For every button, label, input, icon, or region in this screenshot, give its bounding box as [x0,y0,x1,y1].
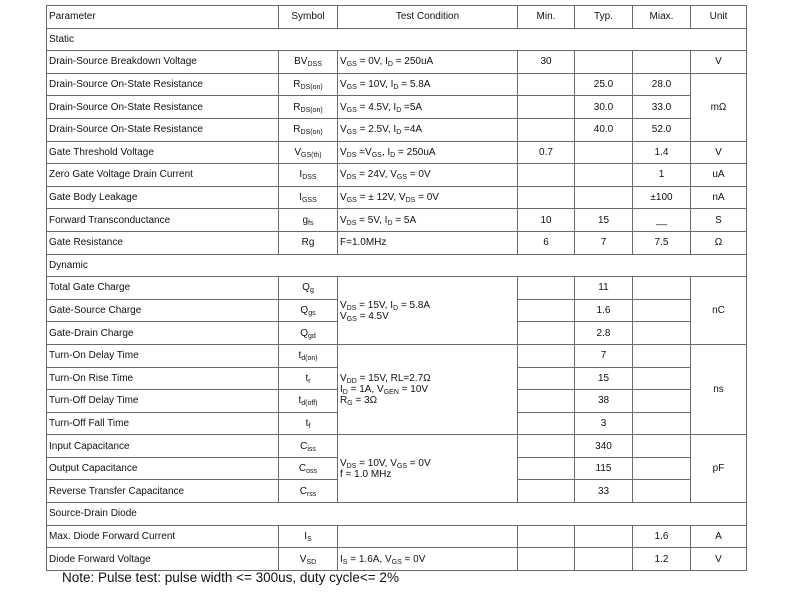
symbol-cell [279,367,338,390]
symbol-base: t [305,372,309,384]
symbol-subscript: f [308,422,311,430]
parameter-cell: Drain-Source On-State Resistance [47,118,279,141]
parameter-cell: Reverse Transfer Capacitance [47,480,279,503]
symbol-base: I [299,192,302,204]
symbol-base: R [293,79,301,91]
unit-cell: Ω [691,231,747,254]
parameter-cell: Output Capacitance [47,457,279,480]
test-condition-cell [338,435,518,503]
test-condition-cell [338,118,518,141]
condition-text: , I [381,146,391,158]
symbol-cell [279,412,338,435]
min-cell: 30 [518,51,575,74]
unit-cell: ns [691,344,747,434]
condition-subscript: GS [346,61,357,69]
header-min: Min. [518,6,575,29]
symbol-cell [279,51,338,74]
table-row [47,525,747,548]
condition-subscript: G [347,400,353,408]
symbol-cell [279,231,338,254]
test-condition-cell [338,231,518,254]
parameter-cell: Max. Diode Forward Current [47,525,279,548]
symbol-cell [279,525,338,548]
typ-cell: 7 [575,231,633,254]
condition-text: = 4.5V, I [356,101,397,113]
parameter-cell: Gate Body Leakage [47,186,279,209]
condition-subscript: GEN [383,389,399,397]
condition-text: V [340,169,347,181]
electrical-characteristics-table [46,5,747,571]
condition-text: V [340,373,347,385]
min-cell [518,435,575,458]
typ-cell [575,548,633,571]
typ-cell: 2.8 [575,322,633,345]
parameter-cell: Drain-Source Breakdown Voltage [47,51,279,74]
condition-subscript: DS [346,219,357,227]
test-condition-cell [338,209,518,232]
condition-text: = 250uA [392,56,434,68]
unit-cell: A [691,525,747,548]
parameter-cell: Diode Forward Voltage [47,548,279,571]
unit-cell: nA [691,186,747,209]
condition-text: V [340,192,347,204]
condition-text: V [340,124,347,136]
symbol-base: Rg [301,237,315,249]
symbol-subscript: iss [307,445,316,453]
header-symbol: Symbol [279,6,338,29]
section-title-source_drain: Source-Drain Diode [47,503,747,526]
parameter-cell: Zero Gate Voltage Drain Current [47,164,279,187]
condition-subscript: D [387,219,393,227]
symbol-base: t [298,395,302,407]
table-row [47,73,747,96]
test-condition-cell [338,164,518,187]
symbol-subscript: g [309,287,314,295]
symbol-subscript: d(on) [301,355,318,363]
condition-text: = 10V, V [356,457,397,469]
min-cell [518,525,575,548]
condition-text: V [340,310,347,322]
parameter-cell: Gate Threshold Voltage [47,141,279,164]
parameter-cell: Forward Transconductance [47,209,279,232]
condition-text: = 1.6A, V [347,553,392,565]
symbol-base: Q [300,327,308,339]
min-cell [518,322,575,345]
symbol-cell [279,480,338,503]
condition-subscript: D [393,84,399,92]
condition-subscript: GS [346,106,357,114]
symbol-cell [279,299,338,322]
symbol-cell [279,73,338,96]
condition-subscript: D [393,304,399,312]
symbol-base: BV [294,56,308,68]
condition-text: = 0V [407,457,431,469]
parameter-cell: Turn-Off Delay Time [47,390,279,413]
condition-text: = 2.5V, I [356,124,397,136]
max-cell: ±100 [633,186,691,209]
condition-subscript: GS [346,315,357,323]
min-cell: 0.7 [518,141,575,164]
symbol-subscript: fs [308,219,314,227]
table-row [47,96,747,119]
max-cell: 52.0 [633,118,691,141]
unit-cell: V [691,141,747,164]
symbol-cell [279,164,338,187]
test-condition-cell [338,51,518,74]
condition-text: V [340,457,347,469]
condition-text: = 3Ω [352,395,378,407]
condition-text: = ± 12V, V [356,192,406,204]
symbol-subscript: DSS [307,61,322,69]
condition-text: = 15V, RL=2.7Ω [356,373,431,385]
min-cell [518,299,575,322]
condition-subscript: S [342,558,348,566]
max-cell [633,435,691,458]
unit-cell: nC [691,277,747,345]
min-cell [518,96,575,119]
symbol-cell [279,277,338,300]
parameter-cell: Turn-On Delay Time [47,344,279,367]
pulse-test-note: Note: Pulse test: pulse width <= 300us, duty cycle<= 2% [62,570,399,585]
test-condition-cell [338,73,518,96]
symbol-cell [279,209,338,232]
condition-text: I [340,384,343,396]
unit-cell: uA [691,164,747,187]
test-condition-cell [338,525,518,548]
max-cell: __ [633,209,691,232]
symbol-cell [279,344,338,367]
condition-subscript: GS [346,197,357,205]
min-cell [518,367,575,390]
symbol-base: Q [300,305,309,317]
symbol-base: C [300,440,308,452]
typ-cell: 15 [575,209,633,232]
condition-text: = 15V, I [356,299,394,311]
symbol-subscript: DSS [302,174,317,182]
condition-text: F=1.0MHz [340,237,387,249]
test-condition-cell [338,186,518,209]
condition-subscript: GS [371,151,382,159]
condition-line [340,384,515,395]
typ-cell [575,186,633,209]
typ-cell: 3 [575,412,633,435]
condition-subscript: GS [396,462,408,470]
test-condition-cell [338,96,518,119]
condition-text: = 24V, V [356,169,397,181]
section-title-static: Static [47,28,747,51]
parameter-cell: Input Capacitance [47,435,279,458]
max-cell [633,390,691,413]
min-cell: 10 [518,209,575,232]
section-title-dynamic: Dynamic [47,254,747,277]
symbol-subscript: SD [306,558,317,566]
symbol-base: Q [302,282,310,294]
symbol-subscript: oss [306,468,318,476]
condition-subscript: GS [396,174,408,182]
symbol-base: C [298,463,307,475]
symbol-cell [279,322,338,345]
min-cell [518,390,575,413]
condition-subscript: GS [346,84,357,92]
typ-cell: 115 [575,457,633,480]
condition-text: = 0V [415,192,439,204]
unit-cell: mΩ [691,73,747,141]
symbol-cell [279,141,338,164]
symbol-base: R [293,101,301,113]
symbol-base: I [299,169,303,181]
condition-subscript: D [396,106,402,114]
symbol-subscript: rss [306,490,317,498]
typ-cell: 1.6 [575,299,633,322]
symbol-subscript: gd [307,332,316,340]
condition-line [340,458,515,469]
min-cell [518,457,575,480]
max-cell: 1 [633,164,691,187]
parameter-cell: Total Gate Charge [47,277,279,300]
condition-text: = 10V, I [356,79,394,91]
condition-subscript: D [387,61,393,69]
test-condition-cell [338,344,518,434]
condition-subscript: DS [346,174,357,182]
typ-cell: 40.0 [575,118,633,141]
symbol-cell [279,548,338,571]
header-max: Miax. [633,6,691,29]
table-row [47,141,747,164]
unit-cell: pF [691,435,747,503]
condition-subscript: DD [346,378,357,386]
condition-subscript: DS [405,197,416,205]
condition-text: R [340,395,348,407]
condition-subscript: GS [346,129,357,137]
min-cell [518,277,575,300]
symbol-base: g [302,214,309,226]
symbol-base: C [299,485,307,497]
typ-cell: 33 [575,480,633,503]
symbol-subscript: r [308,377,311,385]
condition-text: = 4.5V [356,310,389,322]
header-parameter: Parameter [47,6,279,29]
condition-text: = 10V [398,384,429,396]
condition-subscript: D [396,129,402,137]
symbol-base: V [299,553,307,565]
symbol-subscript: DS(on) [300,84,323,92]
condition-line [340,395,515,406]
parameter-cell: Drain-Source On-State Resistance [47,73,279,96]
condition-subscript: D [390,151,396,159]
condition-subscript: DS [346,151,357,159]
typ-cell: 25.0 [575,73,633,96]
symbol-base: R [293,124,301,136]
parameter-cell: Turn-On Rise Time [47,367,279,390]
max-cell: 7.5 [633,231,691,254]
condition-subscript: DS [346,462,357,470]
max-cell [633,299,691,322]
section-row [47,254,747,277]
symbol-cell [279,435,338,458]
condition-text: = 5.8A [398,299,431,311]
condition-line [340,300,515,311]
condition-text: =4A [401,124,423,136]
symbol-cell [279,457,338,480]
condition-text: = 5.8A [398,79,431,91]
table-row [47,186,747,209]
condition-text: = 250uA [395,146,436,158]
typ-cell [575,51,633,74]
symbol-cell [279,390,338,413]
test-condition-cell [338,548,518,571]
max-cell [633,367,691,390]
header-test-condition: Test Condition [338,6,518,29]
symbol-cell [279,186,338,209]
typ-cell: 7 [575,344,633,367]
symbol-base: I [304,530,308,542]
symbol-subscript: S [307,535,312,543]
max-cell [633,412,691,435]
unit-cell: S [691,209,747,232]
condition-text: f = 1.0 MHz [340,468,392,480]
max-cell [633,277,691,300]
table-row [47,231,747,254]
test-condition-cell [338,277,518,345]
condition-line [340,311,515,322]
symbol-subscript: gs [308,310,316,318]
header-row [47,6,747,29]
condition-text: V [340,101,347,113]
condition-text: V [340,146,347,158]
min-cell [518,73,575,96]
typ-cell [575,164,633,187]
min-cell [518,164,575,187]
min-cell [518,344,575,367]
max-cell [633,344,691,367]
min-cell: 6 [518,231,575,254]
table-row [47,277,747,300]
symbol-subscript: d(off) [301,400,318,408]
min-cell [518,480,575,503]
symbol-subscript: GS(th) [301,151,322,159]
min-cell [518,548,575,571]
max-cell: 1.6 [633,525,691,548]
condition-text: V [340,299,347,311]
max-cell: 1.4 [633,141,691,164]
max-cell [633,322,691,345]
typ-cell: 340 [575,435,633,458]
condition-subscript: GS [391,558,402,566]
condition-text: = 0V, I [356,56,388,68]
symbol-cell [279,96,338,119]
min-cell [518,412,575,435]
symbol-base: V [294,146,302,158]
symbol-subscript: GSS [301,197,317,205]
parameter-cell: Gate-Drain Charge [47,322,279,345]
table-row [47,548,747,571]
test-condition-cell [338,141,518,164]
header-unit: Unit [691,6,747,29]
table-row [47,51,747,74]
typ-cell: 11 [575,277,633,300]
condition-subscript: DS [346,304,357,312]
table-row [47,344,747,367]
typ-cell: 15 [575,367,633,390]
condition-text: = 5V, I [356,214,388,226]
parameter-cell: Turn-Off Fall Time [47,412,279,435]
condition-line [340,373,515,384]
table-row [47,164,747,187]
max-cell: 1.2 [633,548,691,571]
symbol-subscript: DS(on) [300,129,323,137]
parameter-cell: Drain-Source On-State Resistance [47,96,279,119]
unit-cell: V [691,548,747,571]
condition-text: V [340,79,347,91]
typ-cell: 30.0 [575,96,633,119]
table-row [47,435,747,458]
symbol-subscript: DS(on) [300,106,323,114]
max-cell: 28.0 [633,73,691,96]
typ-cell: 38 [575,390,633,413]
typ-cell [575,141,633,164]
condition-text: = 0V [407,169,431,181]
unit-cell: V [691,51,747,74]
max-cell: 33.0 [633,96,691,119]
table-row [47,118,747,141]
condition-line [340,469,515,480]
condition-text: V [340,214,347,226]
header-typ: Typ. [575,6,633,29]
parameter-cell: Gate Resistance [47,231,279,254]
condition-text: =5A [401,101,423,113]
symbol-base: t [305,417,309,429]
min-cell [518,186,575,209]
condition-text: V [340,56,347,68]
condition-text: = 1A, V [347,384,384,396]
condition-text: = 5A [392,214,417,226]
symbol-base: t [298,350,302,362]
symbol-cell [279,118,338,141]
parameter-cell: Gate-Source Charge [47,299,279,322]
max-cell [633,51,691,74]
condition-text: I [340,553,343,565]
section-row [47,28,747,51]
condition-subscript: D [342,389,348,397]
section-row [47,503,747,526]
table-row [47,209,747,232]
max-cell [633,480,691,503]
max-cell [633,457,691,480]
condition-text: = 0V [401,553,426,565]
condition-text: =V [356,146,372,158]
typ-cell [575,525,633,548]
min-cell [518,118,575,141]
